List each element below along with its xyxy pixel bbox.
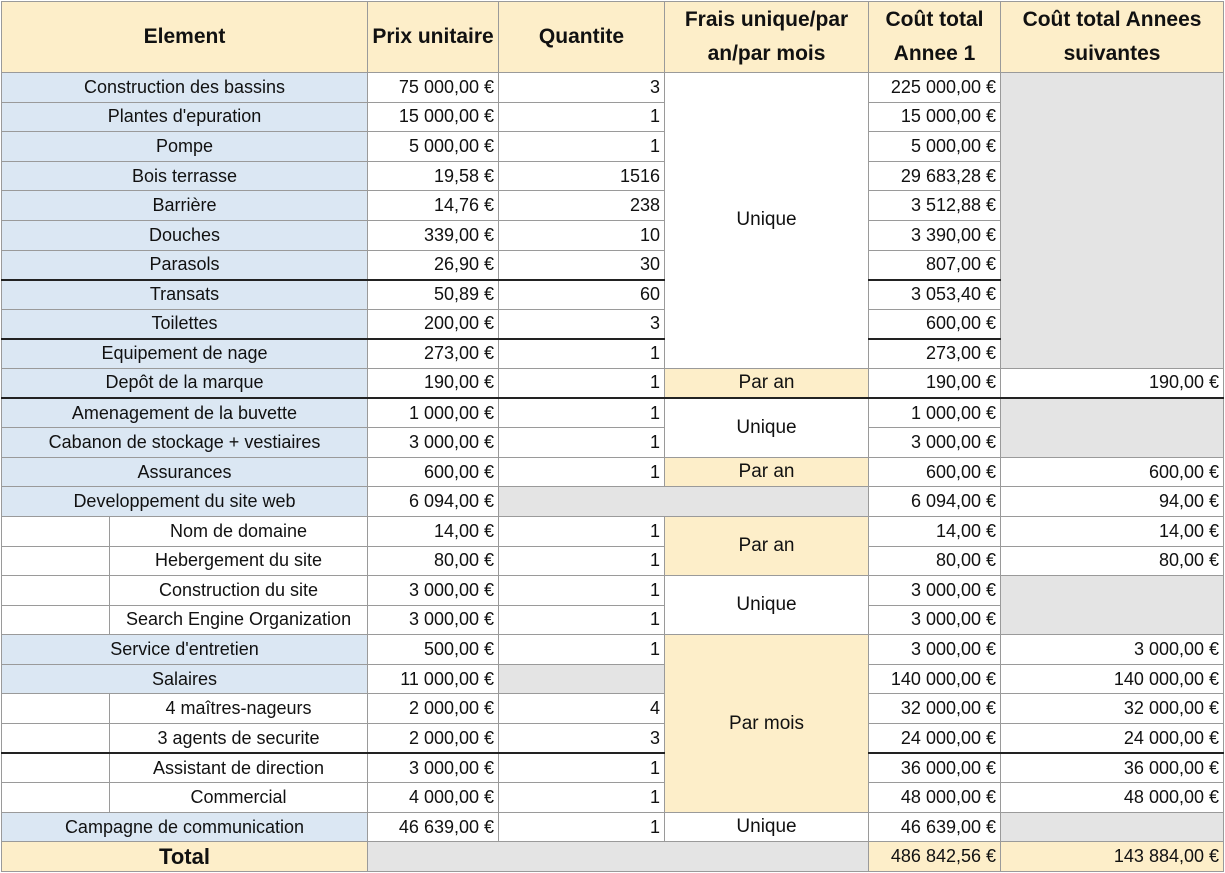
row-prix: 50,89 € [368, 280, 499, 310]
row-cout-annee1: 36 000,00 € [869, 753, 1001, 783]
indent-cell [2, 576, 110, 606]
row-quantite: 1516 [499, 161, 665, 191]
row-prix: 190,00 € [368, 368, 499, 398]
row-cout-annee1: 3 512,88 € [869, 191, 1001, 221]
table-row [2, 546, 1224, 576]
row-prix: 75 000,00 € [368, 73, 499, 103]
row-cout-suivantes-empty [1001, 73, 1224, 369]
indent-cell [2, 694, 110, 724]
row-cout-suivantes: 140 000,00 € [1001, 664, 1224, 694]
row-quantite: 60 [499, 280, 665, 310]
row-cout-annee1: 3 000,00 € [869, 605, 1001, 635]
row-prix: 500,00 € [368, 635, 499, 665]
row-prix: 6 094,00 € [368, 487, 499, 517]
row-cout-suivantes: 36 000,00 € [1001, 753, 1224, 783]
indent-cell [2, 783, 110, 813]
row-cout-annee1: 807,00 € [869, 250, 1001, 280]
row-quantite: 10 [499, 220, 665, 250]
row-cout-suivantes: 3 000,00 € [1001, 635, 1224, 665]
table-row [2, 753, 1224, 783]
row-quantite: 1 [499, 546, 665, 576]
header-cout-annee1: Coût total Annee 1 [869, 2, 1001, 73]
row-cout-annee1: 273,00 € [869, 339, 1001, 369]
row-cout-suivantes: 32 000,00 € [1001, 694, 1224, 724]
frequency-cell: Unique [665, 398, 869, 457]
row-quantite: 1 [499, 368, 665, 398]
total-label: Total [2, 842, 368, 872]
row-label: Service d'entretien [2, 635, 368, 665]
row-label: Pompe [2, 132, 368, 162]
row-prix: 26,90 € [368, 250, 499, 280]
row-prix: 11 000,00 € [368, 664, 499, 694]
row-label: Douches [2, 220, 368, 250]
table-row [2, 368, 1224, 398]
frequency-cell: Unique [665, 73, 869, 369]
row-cout-annee1: 24 000,00 € [869, 724, 1001, 754]
table-row [2, 694, 1224, 724]
row-prix: 3 000,00 € [368, 576, 499, 606]
row-prix: 3 000,00 € [368, 605, 499, 635]
row-label: Depôt de la marque [2, 368, 368, 398]
row-label: Developpement du site web [2, 487, 368, 517]
row-label: Commercial [110, 783, 368, 813]
row-cout-annee1: 46 639,00 € [869, 812, 1001, 842]
frequency-cell: Par an [665, 457, 869, 487]
row-quantite: 1 [499, 605, 665, 635]
row-label: 4 maîtres-nageurs [110, 694, 368, 724]
row-cout-annee1: 32 000,00 € [869, 694, 1001, 724]
row-label: Hebergement du site [110, 546, 368, 576]
row-quantite: 1 [499, 398, 665, 428]
row-prix: 2 000,00 € [368, 724, 499, 754]
header-quantite: Quantite [499, 2, 665, 73]
frequency-cell: Unique [665, 812, 869, 842]
row-label: Equipement de nage [2, 339, 368, 369]
row-prix: 46 639,00 € [368, 812, 499, 842]
header-frais: Frais unique/par an/par mois [665, 2, 869, 73]
row-quantite: 3 [499, 309, 665, 339]
table-row [2, 487, 1224, 517]
row-cout-suivantes: 80,00 € [1001, 546, 1224, 576]
total-empty [368, 842, 869, 872]
row-prix: 4 000,00 € [368, 783, 499, 813]
row-prix: 19,58 € [368, 161, 499, 191]
row-prix: 14,00 € [368, 516, 499, 546]
table-row [2, 664, 1224, 694]
row-cout-annee1: 3 390,00 € [869, 220, 1001, 250]
row-quantite: 3 [499, 724, 665, 754]
row-cout-annee1: 14,00 € [869, 516, 1001, 546]
row-prix: 80,00 € [368, 546, 499, 576]
header-element: Element [2, 2, 368, 73]
table-row [2, 635, 1224, 665]
row-quantite: 3 [499, 73, 665, 103]
header-prix: Prix unitaire [368, 2, 499, 73]
row-label: Search Engine Organization [110, 605, 368, 635]
row-quantite: 1 [499, 339, 665, 369]
frequency-cell: Par an [665, 516, 869, 575]
row-label: Bois terrasse [2, 161, 368, 191]
row-cout-annee1: 190,00 € [869, 368, 1001, 398]
row-quantite-empty [499, 664, 665, 694]
indent-cell [2, 724, 110, 754]
table-row [2, 398, 1224, 428]
row-label: Cabanon de stockage + vestiaires [2, 428, 368, 458]
frequency-cell: Par mois [665, 635, 869, 813]
table-row [2, 812, 1224, 842]
row-cout-suivantes-empty [1001, 812, 1224, 842]
total-cout-suivantes: 143 884,00 € [1001, 842, 1224, 872]
table-row [2, 576, 1224, 606]
indent-cell [2, 516, 110, 546]
row-label: Amenagement de la buvette [2, 398, 368, 428]
row-cout-suivantes: 48 000,00 € [1001, 783, 1224, 813]
row-prix: 3 000,00 € [368, 428, 499, 458]
total-cout-annee1: 486 842,56 € [869, 842, 1001, 872]
row-label: Assistant de direction [110, 753, 368, 783]
row-quantite: 30 [499, 250, 665, 280]
row-cout-suivantes-empty [1001, 398, 1224, 457]
row-quantite: 1 [499, 132, 665, 162]
row-label: Salaires [2, 664, 368, 694]
table-row [2, 724, 1224, 754]
row-label: Parasols [2, 250, 368, 280]
row-cout-annee1: 29 683,28 € [869, 161, 1001, 191]
row-cout-suivantes: 24 000,00 € [1001, 724, 1224, 754]
frequency-cell: Unique [665, 576, 869, 635]
row-quantite: 1 [499, 783, 665, 813]
row-prix: 5 000,00 € [368, 132, 499, 162]
row-prix: 3 000,00 € [368, 753, 499, 783]
row-quantite: 1 [499, 753, 665, 783]
cost-table [1, 1, 1224, 872]
row-label: Plantes d'epuration [2, 102, 368, 132]
table-row [2, 516, 1224, 546]
row-label: Transats [2, 280, 368, 310]
row-label: Barrière [2, 191, 368, 221]
row-quantite: 1 [499, 576, 665, 606]
row-prix: 273,00 € [368, 339, 499, 369]
row-cout-annee1: 3 000,00 € [869, 576, 1001, 606]
table-row [2, 783, 1224, 813]
row-label: Campagne de communication [2, 812, 368, 842]
row-label: Toilettes [2, 309, 368, 339]
row-prix: 200,00 € [368, 309, 499, 339]
row-prix: 600,00 € [368, 457, 499, 487]
row-cout-annee1: 600,00 € [869, 457, 1001, 487]
row-cout-annee1: 140 000,00 € [869, 664, 1001, 694]
row-cout-annee1: 1 000,00 € [869, 398, 1001, 428]
row-cout-annee1: 80,00 € [869, 546, 1001, 576]
row-quantite: 1 [499, 102, 665, 132]
table-row [2, 73, 1224, 103]
indent-cell [2, 605, 110, 635]
row-cout-suivantes: 94,00 € [1001, 487, 1224, 517]
row-quantite: 238 [499, 191, 665, 221]
row-label: Construction du site [110, 576, 368, 606]
row-prix: 339,00 € [368, 220, 499, 250]
total-row [2, 842, 1224, 872]
row-quantite: 4 [499, 694, 665, 724]
row-prix: 14,76 € [368, 191, 499, 221]
row-cout-annee1: 225 000,00 € [869, 73, 1001, 103]
row-prix: 1 000,00 € [368, 398, 499, 428]
row-quantite-frequency-empty [499, 487, 869, 517]
row-cout-annee1: 6 094,00 € [869, 487, 1001, 517]
frequency-cell: Par an [665, 368, 869, 398]
table-row [2, 457, 1224, 487]
row-cout-annee1: 3 000,00 € [869, 428, 1001, 458]
row-quantite: 1 [499, 428, 665, 458]
indent-cell [2, 753, 110, 783]
row-label: Assurances [2, 457, 368, 487]
row-cout-annee1: 48 000,00 € [869, 783, 1001, 813]
row-cout-suivantes: 190,00 € [1001, 368, 1224, 398]
row-cout-annee1: 3 053,40 € [869, 280, 1001, 310]
row-quantite: 1 [499, 516, 665, 546]
row-cout-suivantes: 14,00 € [1001, 516, 1224, 546]
row-label: 3 agents de securite [110, 724, 368, 754]
row-cout-annee1: 15 000,00 € [869, 102, 1001, 132]
row-quantite: 1 [499, 457, 665, 487]
row-cout-annee1: 5 000,00 € [869, 132, 1001, 162]
row-cout-annee1: 600,00 € [869, 309, 1001, 339]
row-cout-suivantes: 600,00 € [1001, 457, 1224, 487]
header-cout-suivantes: Coût total Annees suivantes [1001, 2, 1224, 73]
row-label: Nom de domaine [110, 516, 368, 546]
row-quantite: 1 [499, 812, 665, 842]
row-quantite: 1 [499, 635, 665, 665]
row-cout-annee1: 3 000,00 € [869, 635, 1001, 665]
row-label: Construction des bassins [2, 73, 368, 103]
row-cout-suivantes-empty [1001, 576, 1224, 635]
row-prix: 2 000,00 € [368, 694, 499, 724]
indent-cell [2, 546, 110, 576]
row-prix: 15 000,00 € [368, 102, 499, 132]
